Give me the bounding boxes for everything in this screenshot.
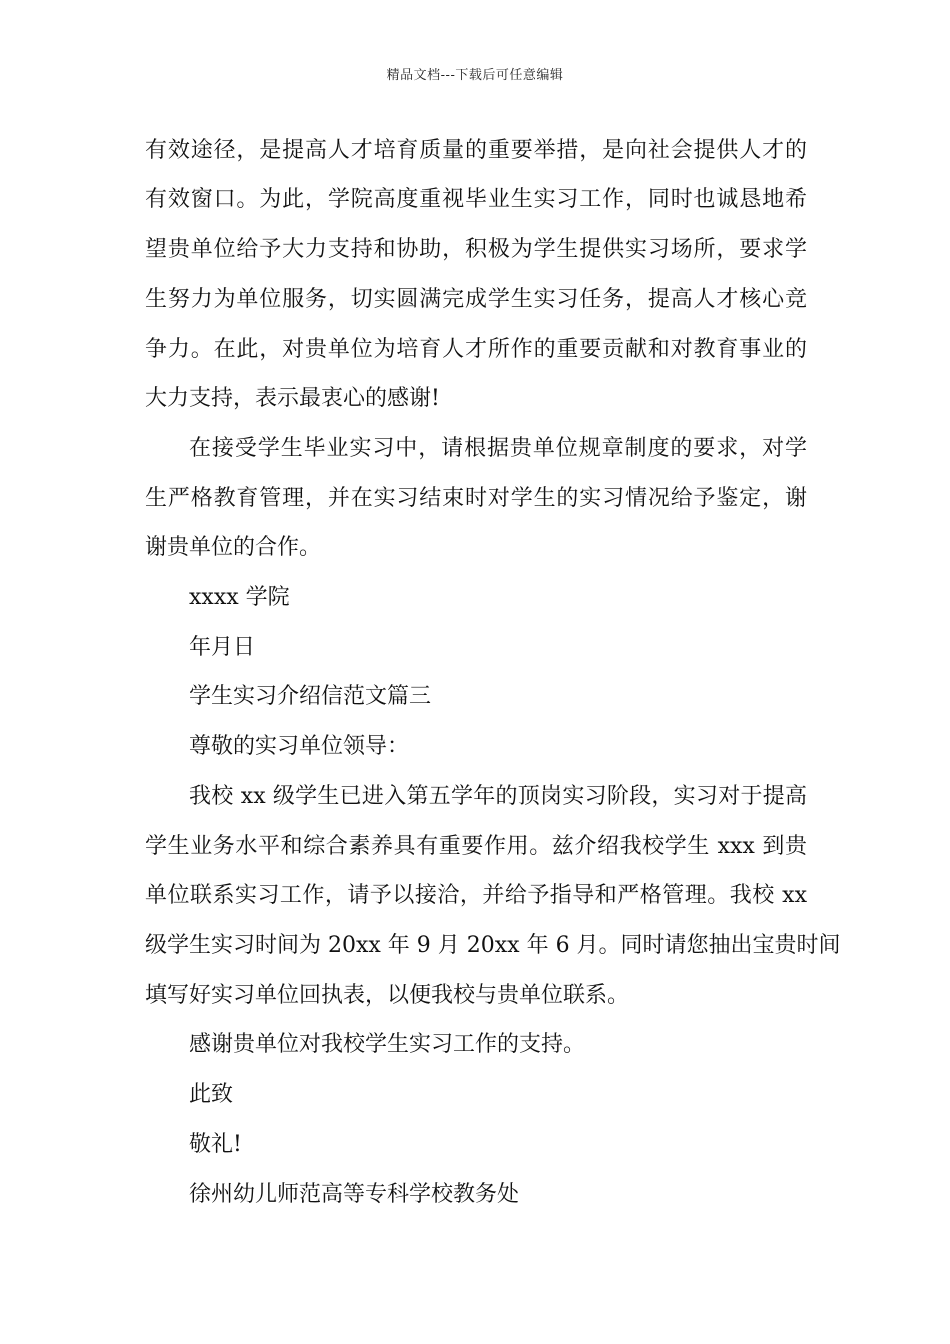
paragraph-line: 生严格教育管理，并在实习结束时对学生的实习情况给予鉴定，谢: [145, 486, 807, 511]
paragraph-line: 谢贵单位的合作。: [145, 535, 322, 560]
paragraph-line: 级学生实习时间为 20xx 年 9 月 20xx 年 6 月。同时请您抽出宝贵时间: [145, 933, 841, 958]
thanks-line: 感谢贵单位对我校学生实习工作的支持。: [189, 1032, 586, 1057]
closing-line: 此致: [189, 1082, 234, 1107]
paragraph-line: 学生业务水平和综合素养具有重要作用。兹介绍我校学生 xxx 到贵: [145, 834, 807, 859]
paragraph-line: 我校 xx 级学生已进入第五学年的顶岗实习阶段，实习对于提高: [189, 784, 807, 809]
paragraph-line: 单位联系实习工作，请予以接洽，并给予指导和严格管理。我校 xx: [145, 883, 807, 908]
salutation: 尊敬的实习单位领导：: [189, 734, 410, 759]
signature: 徐州幼儿师范高等专科学校教务处: [189, 1182, 520, 1207]
paragraph-line: 望贵单位给予大力支持和协助，积极为学生提供实习场所，要求学: [145, 237, 807, 262]
sign-school: xxxx 学院: [189, 585, 290, 610]
paragraph-line: 有效途径，是提高人才培育质量的重要举措，是向社会提供人才的: [145, 138, 807, 163]
paragraph-line: 在接受学生毕业实习中，请根据贵单位规章制度的要求，对学: [189, 436, 807, 461]
paragraph-line: 争力。在此，对贵单位为培育人才所作的重要贡献和对教育事业的: [145, 337, 807, 362]
sign-date: 年月日: [189, 635, 256, 660]
section-title: 学生实习介绍信范文篇三: [189, 684, 432, 709]
page-header: 精品文档---下载后可任意编辑: [386, 68, 564, 83]
paragraph-line: 填写好实习单位回执表，以便我校与贵单位联系。: [145, 983, 630, 1008]
paragraph-line: 大力支持，表示最衷心的感谢!: [145, 386, 440, 411]
paragraph-line: 有效窗口。为此，学院高度重视毕业生实习工作，同时也诚恳地希: [145, 187, 807, 212]
closing-line: 敬礼!: [189, 1132, 242, 1157]
paragraph-line: 生努力为单位服务，切实圆满完成学生实习任务，提高人才核心竞: [145, 287, 807, 312]
